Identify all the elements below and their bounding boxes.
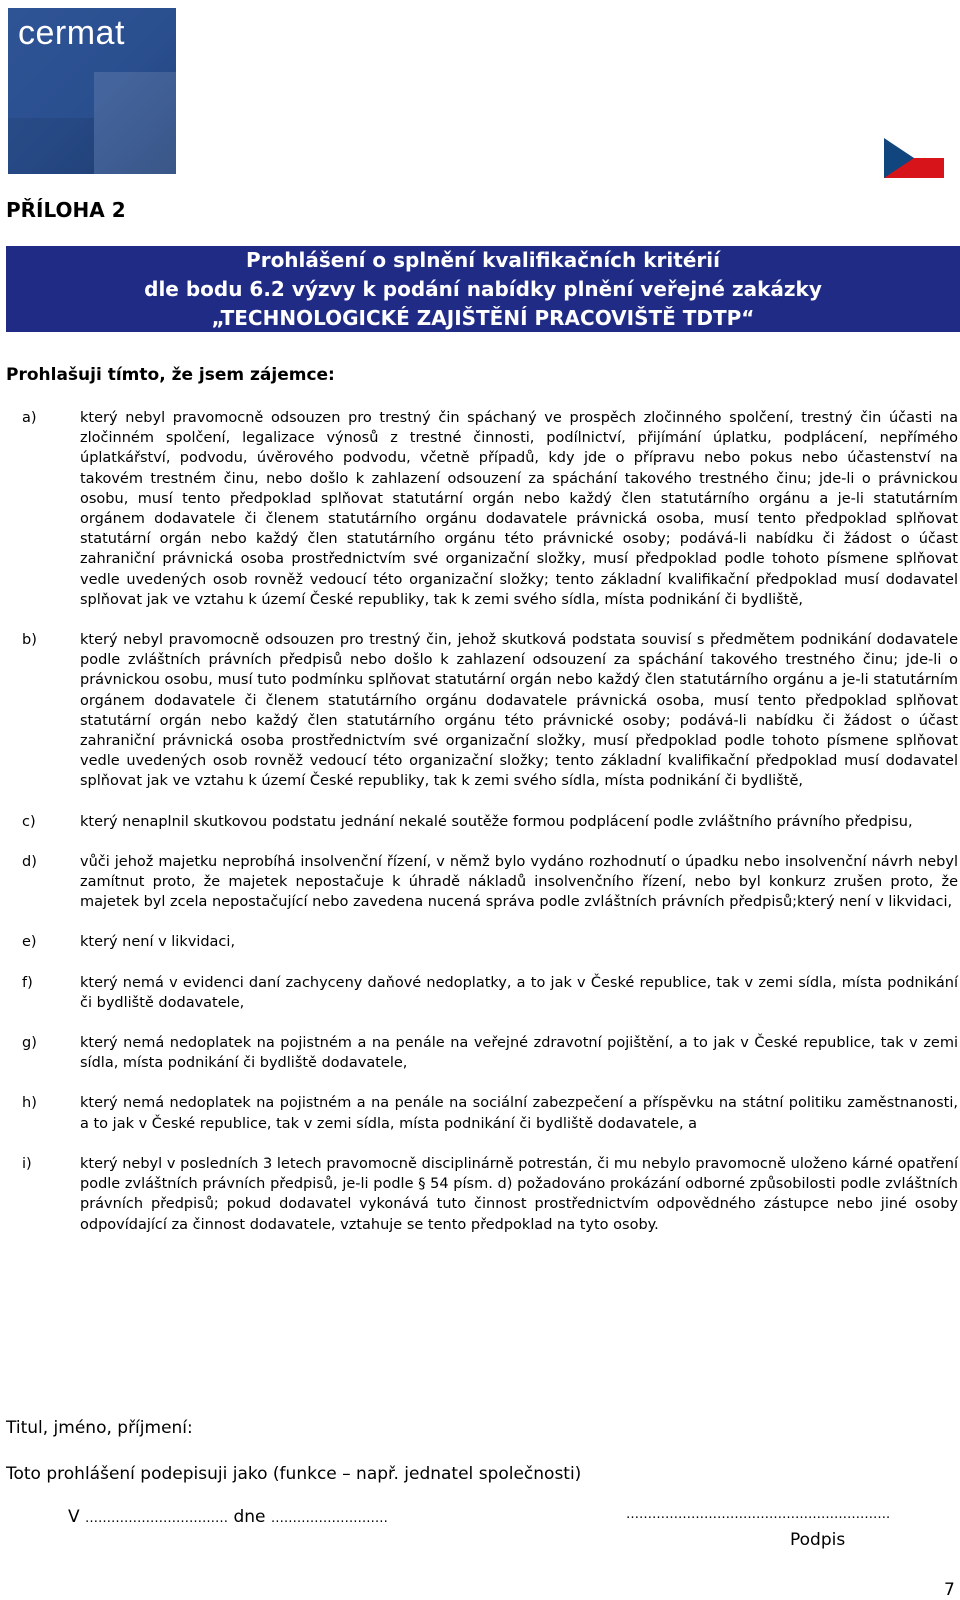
annex-title: PŘÍLOHA 2 [6, 198, 126, 222]
title-banner [6, 246, 960, 332]
function-label: Toto prohlášení podepisuji jako (funkce – např. jednatel společnosti) [6, 1464, 582, 1484]
place-prefix: V [68, 1507, 80, 1527]
list-item [0, 1093, 960, 1133]
list-item [0, 852, 960, 913]
date-label: dne [233, 1507, 266, 1527]
name-label: Titul, jméno, příjmení: [6, 1418, 193, 1438]
list-item [0, 1154, 960, 1235]
criteria-list [0, 408, 960, 1255]
cermat-logo [8, 8, 176, 174]
item-letter: f) [22, 974, 33, 991]
banner-line-3: „TECHNOLOGICKÉ ZAJIŠTĚNÍ PRACOVIŠTĚ TDTP“ [211, 306, 755, 330]
list-item [0, 630, 960, 792]
item-text: který nemá v evidenci daní zachyceny daňové nedoplatky, a to jak v České republice, tak v zemi sídla, místa podnikání či bydliště dodavatele, [80, 974, 958, 1011]
item-text: vůči jehož majetku neprobíhá insolvenční řízení, v němž bylo vydáno rozhodnutí o úpadku nebo insolvenční návrh nebyl zamítnut proto, že majetek nepostačuje k úhradě nákladů insolvenčního řízení, nebo byl konkurz zrušen proto, že majetek byl zcela nepostačující nebo zavedena nucená správa podle zvláštních právních předpisů;který není v likvidaci, [80, 853, 958, 911]
list-item [0, 932, 960, 952]
list-item [0, 812, 960, 832]
item-text: který není v likvidaci, [80, 934, 236, 951]
signature-dots: ……………………………………………………. [626, 1507, 891, 1522]
item-letter: d) [22, 853, 37, 870]
item-text: který nemá nedoplatek na pojistném a na penále na veřejné zdravotní pojištění, a to jak v České republice, tak v zemi sídla, místa podnikání či bydliště dodavatele, [80, 1035, 958, 1072]
banner-line-1: Prohlášení o splnění kvalifikačních kritérií [246, 248, 720, 272]
item-text: který nebyl v posledních 3 letech pravomocně disciplinárně potrestán, či mu nebylo pravomocně uloženo kárné opatření podle zvláštních právních předpisů, je-li podle § 54 písm. d) požadováno prokázání odborné způsobilosti podle zvláštních právních předpisů; pokud dodavatel vykonává tuto činnost prostřednictvím odpovědného zástupce nebo jiné osoby odpovídající za činnost dodavatele, vztahuje se tento předpoklad na tyto osoby. [80, 1155, 958, 1233]
logo-text: cermat [18, 14, 125, 52]
item-text: který nenaplnil skutkovou podstatu jednání nekalé soutěže formou podplácení podle zvláštního právního předpisu, [80, 813, 913, 830]
item-text: který nebyl pravomocně odsouzen pro trestný čin spáchaný ve prospěch zločinného spolčení, trestný čin účasti na zločinném spolčení, legalizace výnosů z trestné činnosti, podílnictví, přijímání úplatku, podplácení, nepřímého úplatkářství, podvodu, úvěrového podvodu, včetně případů, kdy jde o přípravu nebo pokus nebo účastenství na takovém trestném činu, nebo došlo k zahlazení odsouzení za spáchání takového trestného činu; jde-li o právnickou osobu, musí tento předpoklad splňovat statutární orgán nebo každý člen statutárního orgánu a je-li statutárním orgánem dodavatele či členem statutárního orgánu dodavatele právnická osoba, musí tento předpoklad splňovat statutární orgán nebo každý člen statutárního orgánu této právnické osoby; podává-li nabídku či žádost o účast zahraniční právnická osoba prostřednictvím své organizační složky, musí předpoklad podle tohoto písmene splňovat vedle uvedených osob rovněž vedoucí této organizační složky; tento základní kvalifikační předpoklad musí dodavatel splňovat jak ve vztahu k území České republiky, tak k zemi svého sídla, místa podnikání či bydliště, [80, 410, 958, 608]
date-dots: ……………………… [270, 1511, 388, 1526]
item-letter: h) [22, 1095, 37, 1112]
list-item [0, 408, 960, 610]
item-text: který nemá nedoplatek na pojistném a na penále na sociální zabezpečení a příspěvku na státní politiku zaměstnanosti, a to jak v České republice, tak v zemi sídla, místa podnikání či bydliště dodavatele, a [80, 1095, 958, 1132]
item-letter: a) [22, 410, 37, 426]
banner-line-2: dle bodu 6.2 výzvy k podání nabídky plnění veřejné zakázky [144, 277, 822, 301]
item-letter: e) [22, 934, 37, 951]
place-dots: …………………………… [85, 1511, 229, 1526]
place-date-line [68, 1507, 388, 1527]
signature-label: Podpis [790, 1530, 846, 1550]
item-letter: c) [22, 813, 36, 830]
czech-flag-icon [884, 138, 944, 178]
item-text: který nebyl pravomocně odsouzen pro trestný čin, jehož skutková podstata souvisí s předmětem podnikání dodavatele podle zvláštních právních předpisů nebo došlo k zahlazení odsouzení za spáchání takového trestného činu; jde-li o právnickou osobu, musí tuto podmínku splňovat statutární orgán nebo každý člen statutárního orgánu a je-li statutárním orgánem dodavatele či členem statutárního orgánu dodavatele právnická osoba, musí tento předpoklad splňovat statutární orgán nebo každý člen statutárního orgánu této právnické osoby; podává-li nabídku či žádost o účast zahraniční právnická osoba prostřednictvím své organizační složky, musí předpoklad podle tohoto písmene splňovat vedle uvedených osob rovněž vedoucí této organizační složky; tento základní kvalifikační předpoklad musí dodavatel splňovat jak ve vztahu k území České republiky, tak k zemi svého sídla, místa podnikání či bydliště, [80, 632, 958, 790]
list-item [0, 1033, 960, 1073]
item-letter: b) [22, 632, 37, 649]
page-number: 7 [944, 1580, 955, 1600]
declaration-heading: Prohlašuji tímto, že jsem zájemce: [6, 365, 335, 385]
item-letter: i) [22, 1155, 32, 1172]
item-letter: g) [22, 1035, 37, 1052]
list-item [0, 973, 960, 1013]
